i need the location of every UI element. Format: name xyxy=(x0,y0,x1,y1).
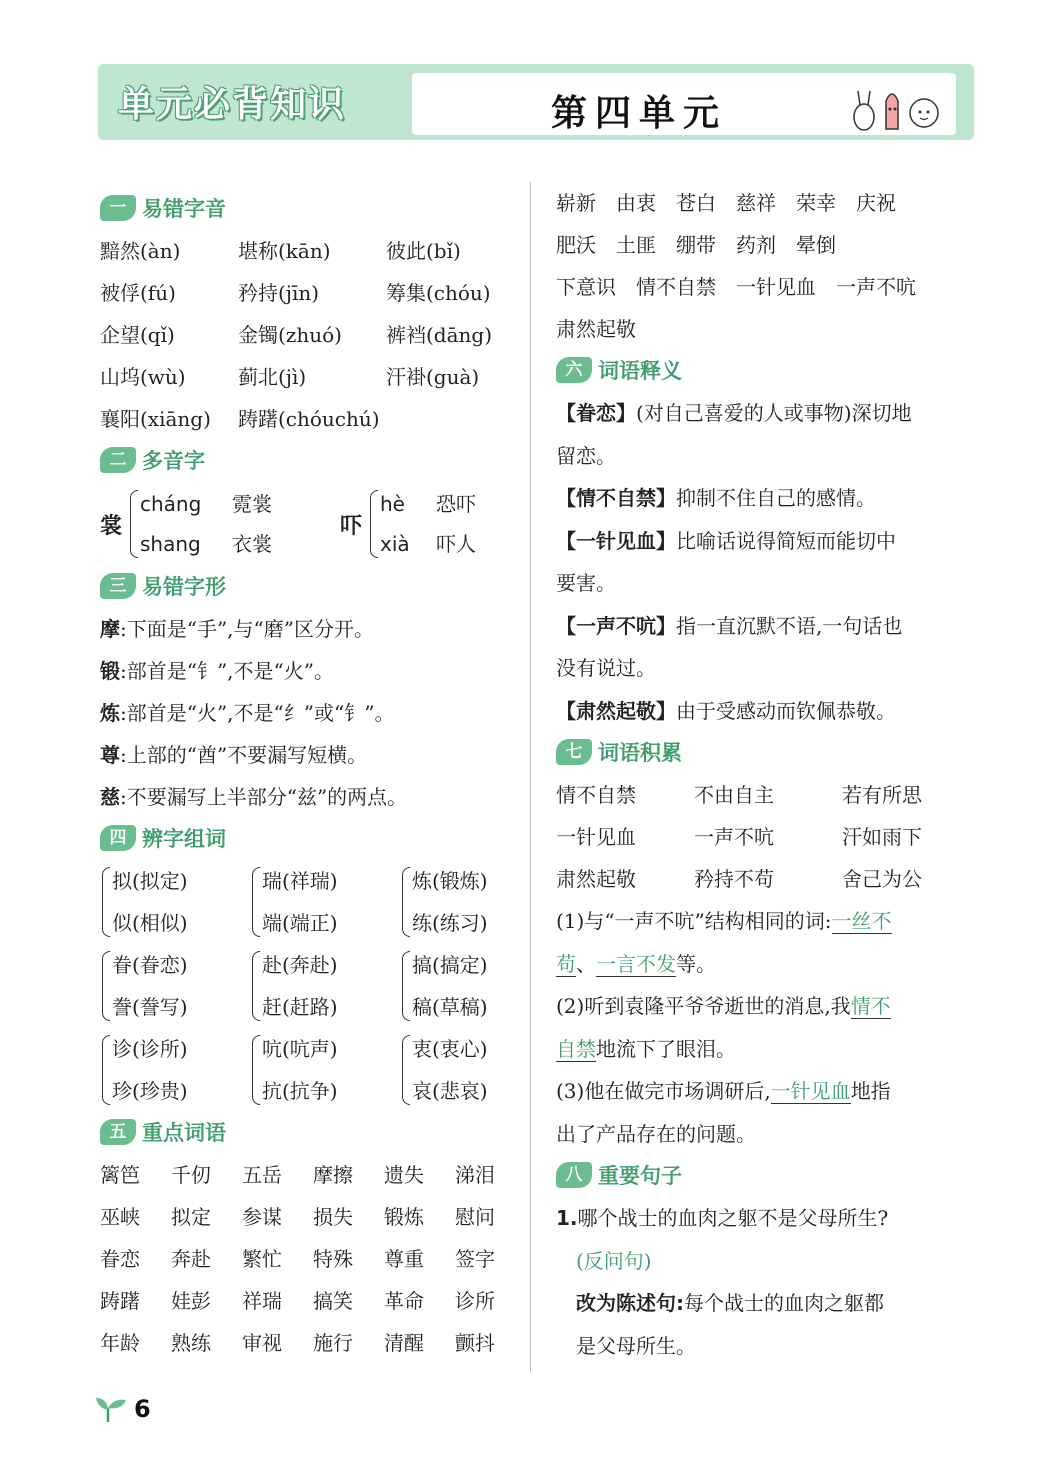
exercise-3 xyxy=(556,1070,976,1155)
key-word: 参谋 xyxy=(242,1205,282,1229)
character-form-item xyxy=(100,776,520,818)
definition-item xyxy=(556,477,976,520)
pronunciation-item: 企望(qǐ) xyxy=(100,323,175,347)
question-text: (2)听到袁隆平爷爷逝世的消息,我 xyxy=(556,994,851,1018)
definition-term: 【眷恋】 xyxy=(556,401,636,425)
word-group xyxy=(400,944,540,1028)
pronunciation-item xyxy=(386,398,526,440)
pronunciation-item: 彼此(bǐ) xyxy=(386,239,461,263)
key-word: 千仞 xyxy=(171,1163,211,1187)
key-words-list xyxy=(100,1154,520,1364)
word-group xyxy=(250,860,400,944)
word-group-entry: 哀(悲哀) xyxy=(412,1079,488,1103)
word: 霓裳 xyxy=(232,492,272,516)
section-number: 六 xyxy=(556,357,592,383)
pronunciation-item: 裤裆(dāng) xyxy=(386,323,493,347)
word-group-entry: 赶(赶路) xyxy=(262,995,338,1019)
definition-term: 【一针见血】 xyxy=(556,528,676,553)
definition-text: 指一直沉默不语,一句话也 xyxy=(676,613,903,638)
brace xyxy=(370,490,378,558)
definition-item xyxy=(556,690,976,733)
section-header xyxy=(100,822,520,854)
character-note: :部首是“火”,不是“纟”或“钅”。 xyxy=(120,701,395,725)
key-word: 奔赴 xyxy=(171,1247,211,1271)
word-bank-item: 不由自主 xyxy=(694,783,774,807)
rewrite-label: 改为陈述句: xyxy=(576,1291,684,1315)
word-group xyxy=(100,860,250,944)
section-title: 词语释义 xyxy=(598,359,682,383)
word-bank-item: 矜持不苟 xyxy=(694,867,774,891)
word: 衣裳 xyxy=(232,532,272,556)
key-word: 施行 xyxy=(313,1331,353,1355)
key-words-line: 肥沃 土匪 绷带 药剂 晕倒 xyxy=(556,233,836,257)
pronunciation-item: 金镯(zhuó) xyxy=(238,323,342,347)
key-words-row xyxy=(100,1280,520,1322)
exercise-1 xyxy=(556,900,976,985)
answer: 一针见血 xyxy=(770,1079,851,1103)
definition-text: 由于受感动而钦佩恭敬。 xyxy=(676,698,896,723)
key-words-continued xyxy=(556,182,976,350)
definition-text: 要害。 xyxy=(556,571,616,595)
key-word: 特殊 xyxy=(313,1247,353,1271)
word-group-list xyxy=(100,860,520,1112)
pronunciation-row xyxy=(100,314,520,356)
pronunciation-row xyxy=(100,230,520,272)
word-group-items xyxy=(262,944,338,1028)
key-words-line: 崭新 由衷 苍白 慈祥 荣幸 庆祝 xyxy=(556,191,896,215)
word-group-entry: 誊(誊写) xyxy=(112,995,188,1019)
key-words-row xyxy=(100,1154,520,1196)
section-title: 重要句子 xyxy=(598,1164,682,1188)
pinyin: hè xyxy=(380,492,405,516)
pronunciation-item: 襄阳(xiāng) xyxy=(100,407,211,431)
answer: 苟 xyxy=(556,951,576,976)
key-word: 遗失 xyxy=(384,1163,424,1187)
pinyin: cháng xyxy=(140,492,202,516)
character-form-list xyxy=(100,608,520,818)
pronunciation-row xyxy=(100,398,520,440)
key-word: 熟练 xyxy=(171,1331,211,1355)
left-column xyxy=(100,188,520,1364)
word-bank-item: 舍己为公 xyxy=(842,867,922,891)
character: 尊 xyxy=(100,743,120,767)
key-word: 篱笆 xyxy=(100,1163,140,1187)
key-words-row xyxy=(100,1196,520,1238)
page-footer xyxy=(94,1394,151,1424)
word-group xyxy=(250,944,400,1028)
sentence-1 xyxy=(556,1197,976,1367)
pronunciation-item: 筹集(chóu) xyxy=(386,281,491,305)
pronunciation-item: 堪称(kān) xyxy=(238,239,331,263)
definition-item xyxy=(556,520,976,605)
word-group-items xyxy=(262,1028,338,1112)
key-word: 五岳 xyxy=(242,1163,282,1187)
word-group-entry: 瑞(祥瑞) xyxy=(262,869,338,893)
word-bank-item: 若有所思 xyxy=(842,783,922,807)
brace xyxy=(130,490,138,558)
pronunciation-row xyxy=(100,272,520,314)
question-text: 地指 xyxy=(850,1079,891,1103)
brace xyxy=(402,951,410,1021)
section-header xyxy=(556,736,976,768)
word-group-entry: 赴(奔赴) xyxy=(262,953,338,977)
character-note: :部首是“钅”,不是“火”。 xyxy=(120,659,334,683)
header-panel xyxy=(412,73,956,135)
rewrite-text: 是父母所生。 xyxy=(576,1333,696,1358)
section-number: 五 xyxy=(100,1119,136,1145)
word-group-entry: 练(练习) xyxy=(412,911,488,935)
key-word: 审视 xyxy=(242,1331,282,1355)
pronunciation-item: 踌躇(chóuchú) xyxy=(238,407,380,431)
key-word: 年龄 xyxy=(100,1331,140,1355)
character: 慈 xyxy=(100,785,120,809)
pronunciation-item: 山坞(wù) xyxy=(100,365,186,389)
brace xyxy=(402,1035,410,1105)
key-word: 搞笑 xyxy=(313,1289,353,1313)
word-group-entry: 珍(珍贵) xyxy=(112,1079,188,1103)
sentence-type-tag: (反问句) xyxy=(576,1248,652,1273)
word-group-entry: 似(相似) xyxy=(112,911,188,935)
key-words-line: 下意识 情不自禁 一针见血 一声不吭 xyxy=(556,275,916,299)
key-words-line: 肃然起敬 xyxy=(556,317,636,341)
word-group xyxy=(250,1028,400,1112)
character-form-item xyxy=(100,734,520,776)
word-bank-item: 一声不吭 xyxy=(694,825,774,849)
definition-text: 没有说过。 xyxy=(556,656,656,680)
definition-text: 抑制不住自己的感情。 xyxy=(676,486,876,510)
brace xyxy=(252,951,260,1021)
definition-item xyxy=(556,605,976,690)
right-column xyxy=(556,182,976,1367)
word-group-entry: 端(端正) xyxy=(262,911,338,935)
key-word: 涕泪 xyxy=(455,1163,495,1187)
key-word: 诊所 xyxy=(455,1289,495,1313)
definition-text: (对自己喜爱的人或事物)深切地 xyxy=(636,401,912,425)
section-number: 一 xyxy=(100,195,136,221)
page-number: 6 xyxy=(134,1395,151,1423)
column-divider xyxy=(530,182,531,1372)
polyphone-list xyxy=(100,482,520,566)
key-word: 慰问 xyxy=(455,1205,495,1229)
definition-term: 【情不自禁】 xyxy=(556,486,676,510)
word-group-items xyxy=(412,860,488,944)
character-note: :上部的“酋”不要漏写短横。 xyxy=(120,743,368,767)
definition-term: 【一声不吭】 xyxy=(556,613,676,638)
key-word: 繁忙 xyxy=(242,1247,282,1271)
item-number: 1. xyxy=(556,1206,578,1230)
answer: 情不 xyxy=(850,994,891,1018)
character: 锻 xyxy=(100,659,120,683)
key-word: 清醒 xyxy=(384,1331,424,1355)
character-form-item xyxy=(100,692,520,734)
character-form-item xyxy=(100,650,520,692)
key-word: 颤抖 xyxy=(455,1331,495,1355)
brace xyxy=(252,867,260,937)
section-number: 四 xyxy=(100,825,136,851)
section-title: 词语积累 xyxy=(598,741,682,765)
word-bank-row xyxy=(556,774,976,816)
word-group-items xyxy=(112,944,188,1028)
key-words-row xyxy=(100,1238,520,1280)
answer: 自禁 xyxy=(556,1036,596,1061)
question-text: 等。 xyxy=(676,951,716,976)
word-bank-row xyxy=(556,816,976,858)
section-header xyxy=(556,1159,976,1191)
section-header xyxy=(100,570,520,602)
word-group-entry: 衷(衷心) xyxy=(412,1037,488,1061)
brace xyxy=(102,1035,110,1105)
word-group-entry: 稿(草稿) xyxy=(412,995,488,1019)
brace xyxy=(102,867,110,937)
pronunciation-row xyxy=(100,356,520,398)
key-word: 眷恋 xyxy=(100,1247,140,1271)
character: 摩 xyxy=(100,617,120,641)
key-word: 巫峡 xyxy=(100,1205,140,1229)
word-group-entry: 搞(搞定) xyxy=(412,953,488,977)
exercise-2 xyxy=(556,985,976,1070)
word: 吓人 xyxy=(436,532,476,556)
definition-text: 留恋。 xyxy=(556,443,616,468)
section-title: 多音字 xyxy=(142,449,205,473)
word-group-items xyxy=(262,860,338,944)
word-group-items xyxy=(112,860,188,944)
separator: 、 xyxy=(576,951,596,976)
unit-header xyxy=(98,64,974,140)
key-word: 锻炼 xyxy=(384,1205,424,1229)
character-note: :不要漏写上半部分“兹”的两点。 xyxy=(120,785,408,809)
word-group-items xyxy=(412,1028,488,1112)
pronunciation-item: 蓟北(jì) xyxy=(238,365,307,389)
word-group xyxy=(400,860,540,944)
brace xyxy=(252,1035,260,1105)
definition-item xyxy=(556,392,976,477)
brace xyxy=(402,867,410,937)
word-bank-item: 汗如雨下 xyxy=(842,825,922,849)
key-word: 踌躇 xyxy=(100,1289,140,1313)
pronunciation-item: 被俘(fú) xyxy=(100,281,176,305)
definition-list xyxy=(556,392,976,732)
pronunciation-item: 汗褂(guà) xyxy=(386,365,480,389)
word-group-entry: 炼(锻炼) xyxy=(412,869,488,893)
word-group-items xyxy=(412,944,488,1028)
pronunciation-list xyxy=(100,230,520,440)
polyphone-char: 裳 xyxy=(100,512,123,539)
question-text: (1)与“一声不吭”结构相同的词: xyxy=(556,909,832,933)
pinyin: xià xyxy=(380,532,410,556)
question-text: (3)他在做完市场调研后, xyxy=(556,1079,771,1103)
section-number: 二 xyxy=(100,447,136,473)
section-title: 辨字组词 xyxy=(142,827,226,851)
word-group-entry: 抗(抗争) xyxy=(262,1079,338,1103)
word-bank-item: 肃然起敬 xyxy=(556,867,636,891)
word-group-entry: 拟(拟定) xyxy=(112,869,188,893)
key-word: 签字 xyxy=(455,1247,495,1271)
definition-term: 【肃然起敬】 xyxy=(556,698,676,723)
word: 恐吓 xyxy=(436,492,476,516)
header-badge: 单元必背知识 xyxy=(118,84,347,125)
key-word: 娃彭 xyxy=(171,1289,211,1313)
word-bank-row xyxy=(556,858,976,900)
section-header xyxy=(100,192,520,224)
definition-text: 比喻话说得简短而能切中 xyxy=(676,528,896,553)
section-title: 易错字形 xyxy=(142,575,226,599)
section-header xyxy=(100,444,520,476)
answer: 一言不发 xyxy=(596,951,676,976)
section-title: 重点词语 xyxy=(142,1121,226,1145)
word-group-entry: 吭(吭声) xyxy=(262,1037,338,1061)
section-number: 三 xyxy=(100,573,136,599)
key-word: 损失 xyxy=(313,1205,353,1229)
word-group-entry: 眷(眷恋) xyxy=(112,953,188,977)
key-word: 革命 xyxy=(384,1289,424,1313)
pinyin: shang xyxy=(140,532,201,556)
section-number: 七 xyxy=(556,739,592,765)
polyphone-item xyxy=(100,482,340,566)
word-bank-item: 一针见血 xyxy=(556,825,636,849)
answer: 一丝不 xyxy=(831,909,892,933)
word-group xyxy=(100,944,250,1028)
word-group xyxy=(100,1028,250,1112)
word-bank xyxy=(556,774,976,900)
brace xyxy=(102,951,110,1021)
section-number: 八 xyxy=(556,1162,592,1188)
sprout-icon xyxy=(94,1394,128,1424)
character: 炼 xyxy=(100,701,120,725)
word-group-items xyxy=(112,1028,188,1112)
page-title: 第四单元 xyxy=(550,93,727,134)
character-form-item xyxy=(100,608,520,650)
key-word: 拟定 xyxy=(171,1205,211,1229)
word-bank-item: 情不自禁 xyxy=(556,783,636,807)
key-word: 摩擦 xyxy=(313,1163,353,1187)
pronunciation-item: 黯然(àn) xyxy=(100,239,181,263)
polyphone-item xyxy=(340,482,476,566)
word-group xyxy=(400,1028,540,1112)
question-text: 出了产品存在的问题。 xyxy=(556,1121,756,1146)
cartoon-characters-icon xyxy=(850,83,946,131)
section-title: 易错字音 xyxy=(142,197,226,221)
rewrite-text: 每个战士的血肉之躯都 xyxy=(684,1291,884,1315)
section-header xyxy=(100,1116,520,1148)
polyphone-char: 吓 xyxy=(340,512,363,539)
word-group-entry: 诊(诊所) xyxy=(112,1037,188,1061)
section-header xyxy=(556,354,976,386)
key-words-row xyxy=(100,1322,520,1364)
key-word: 尊重 xyxy=(384,1247,424,1271)
pronunciation-item: 矜持(jīn) xyxy=(238,281,320,305)
sentence-text: 哪个战士的血肉之躯不是父母所生? xyxy=(577,1206,889,1230)
question-text: 地流下了眼泪。 xyxy=(596,1036,736,1061)
key-word: 祥瑞 xyxy=(242,1289,282,1313)
character-note: :下面是“手”,与“磨”区分开。 xyxy=(120,617,374,641)
